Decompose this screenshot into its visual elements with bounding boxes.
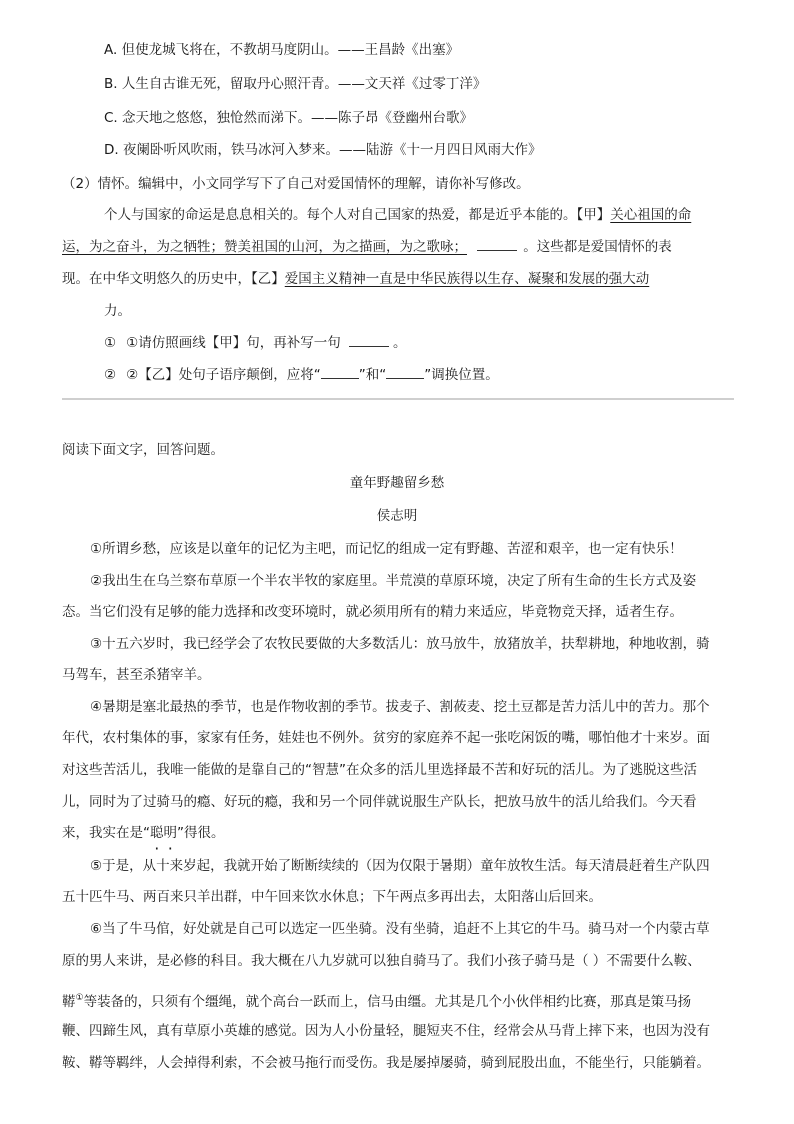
- paragraph-5-line: 五十匹牛马、两百来只羊出群，中午回来饮水休息；下午两点多再出去，太阳落山后回来。: [62, 889, 602, 905]
- option-c: C. 念天地之悠悠，独怆然而涕下。——陈子昂《登幽州台歌》: [104, 110, 474, 126]
- article-title: 童年野趣留乡愁: [349, 475, 445, 491]
- paragraph-text: ”得很。: [177, 825, 225, 841]
- passage-text: 个人与国家的命运是息息相关的。每个人对自己国家的热爱，都是近乎本能的。【甲】: [104, 207, 611, 223]
- paragraph-4-line: [62, 823, 225, 843]
- section-divider: [62, 398, 734, 400]
- paragraph-text: 等装备的，只须有个缰绳，就个高台一跃而上，信马由缰。尤其是几个小伙伴相约比赛，那真是策马扬: [83, 994, 692, 1010]
- article-author: 侯志明: [376, 508, 418, 524]
- sub-question-2: [104, 365, 499, 385]
- option-d: D. 夜阑卧听风吹雨，铁马冰河入梦来。——陆游《十一月四日风雨大作》: [104, 142, 542, 158]
- paragraph-2-line: 态。当它们没有足够的能力选择和改变环境时，就必须用所有的精力来适应，毕竟物竞天择，适者生存。: [62, 604, 683, 620]
- underlined-sentence-jia-cont: 运，为之奋斗，为之牺牲；赞美祖国的山河，为之描画，为之歌咏；: [62, 239, 467, 255]
- paragraph-6-line: 原的男人来讲，是必修的科目。我大概在八九岁就可以独自骑马了。我们小孩子骑马是（ ）不需要什么鞍、: [62, 953, 701, 969]
- question-2-header: （2）情怀。编辑中，小文同学写下了自己对爱国情怀的理解，请你补写修改。: [62, 176, 530, 192]
- sub-question-text: ”和“: [358, 367, 387, 383]
- option-a: A. 但使龙城飞将在，不教胡马度阴山。——王昌龄《出塞》: [104, 42, 460, 58]
- passage-line-3: [62, 269, 649, 289]
- emphasis-char: 明: [163, 825, 177, 841]
- passage-text: 现。在中华文明悠久的历史中，【乙】: [62, 271, 285, 287]
- paragraph-6-line: [62, 988, 691, 1012]
- answer-blank-2a[interactable]: [321, 366, 359, 379]
- answer-blank-1[interactable]: [349, 334, 389, 347]
- paragraph-2-line: ②我出生在乌兰察布草原一个半农半牧的家庭里。半荒漠的草原环境，决定了所有生命的生长方式及姿: [90, 573, 697, 589]
- paragraph-3-line: ③十五六岁时，我已经学会了农牧民要做的大多数活儿：放马放牛，放猪放羊，扶犁耕地，种地收割，骑: [90, 636, 710, 652]
- sub-question-number: ②: [104, 367, 117, 383]
- sub-question-text: ”调换位置。: [424, 367, 499, 383]
- passage-line-4: 力。: [104, 303, 131, 319]
- passage-line-1: [104, 205, 691, 225]
- paragraph-6-line: ⑥当了牛马倌，好处就是自己可以选定一匹坐骑。没有坐骑，追赶不上其它的牛马。骑马对一个内蒙古草: [90, 921, 710, 937]
- sub-question-1: [104, 333, 407, 353]
- paragraph-text: 来，我实在是“: [62, 825, 150, 841]
- passage-line-2: [62, 237, 672, 257]
- footnote-marker: ①: [75, 993, 84, 1003]
- paragraph-text: 鞯: [62, 994, 76, 1010]
- sub-question-text: 。: [393, 335, 407, 351]
- option-b: B. 人生自古谁无死，留取丹心照汗青。——文天祥《过零丁洋》: [104, 76, 487, 92]
- passage-text: 。这些都是爱国情怀的表: [523, 239, 672, 255]
- paragraph-3-line: 马驾车，甚至杀猪宰羊。: [62, 667, 211, 683]
- sub-question-text: ①请仿照画线【甲】句，再补写一句: [126, 335, 341, 351]
- paragraph-4-line: 年代，农村集体的事，家家有任务，娃娃也不例外。贫穷的家庭养不起一张吃闲饭的嘴，哪怕他才十来岁。面: [62, 730, 710, 746]
- paragraph-5-line: ⑤于是，从十来岁起，我就开始了断断续续的（因为仅限于暑期）童年放牧生活。每天清晨赶着生产队四: [90, 858, 710, 874]
- underlined-sentence-jia: 关心祖国的命: [610, 207, 692, 223]
- paragraph-4-line: 对这些苦活儿，我唯一能做的是靠自己的“智慧”在众多的活儿里选择最不苦和好玩的活儿。为了逃脱这些活: [62, 762, 697, 778]
- sub-question-number: ①: [104, 335, 117, 351]
- underlined-sentence-yi: 爱国主义精神一直是中华民族得以生存、凝聚和发展的强大动: [284, 271, 650, 287]
- paragraph-4-line: 儿，同时为了过骑马的瘾、好玩的瘾，我和另一个同伴就说服生产队长，把放马放牛的活儿给我们。今天看: [62, 794, 697, 810]
- sub-question-text: ②【乙】处句子语序颠倒，应将“: [126, 367, 321, 383]
- paragraph-1: ①所谓乡愁，应该是以童年的记忆为主吧，而记忆的组成一定有野趣、苦涩和艰辛，也一定有快乐！: [90, 541, 683, 557]
- paragraph-6-line: 鞍、鞯等羁绊，人会掉得利索，不会被马拖行而受伤。我是屡掉屡骑，骑到屁股出血，不能坐行，只能躺着。: [62, 1055, 710, 1071]
- emphasis-char: 聪: [150, 825, 164, 841]
- answer-blank-jia[interactable]: [477, 238, 517, 251]
- reading-prompt: 阅读下面文字，回答问题。: [62, 442, 224, 458]
- answer-blank-2b[interactable]: [386, 366, 424, 379]
- paragraph-6-line: 鞭、四蹄生风，真有草原小英雄的感觉。因为人小份量轻，腿短夹不住，经常会从马背上摔下来，也因为没有: [62, 1023, 710, 1039]
- paragraph-4-line: ④暑期是塞北最热的季节，也是作物收割的季节。拔麦子、割莜麦、挖土豆都是苦力活儿中的苦力。那个: [90, 699, 710, 715]
